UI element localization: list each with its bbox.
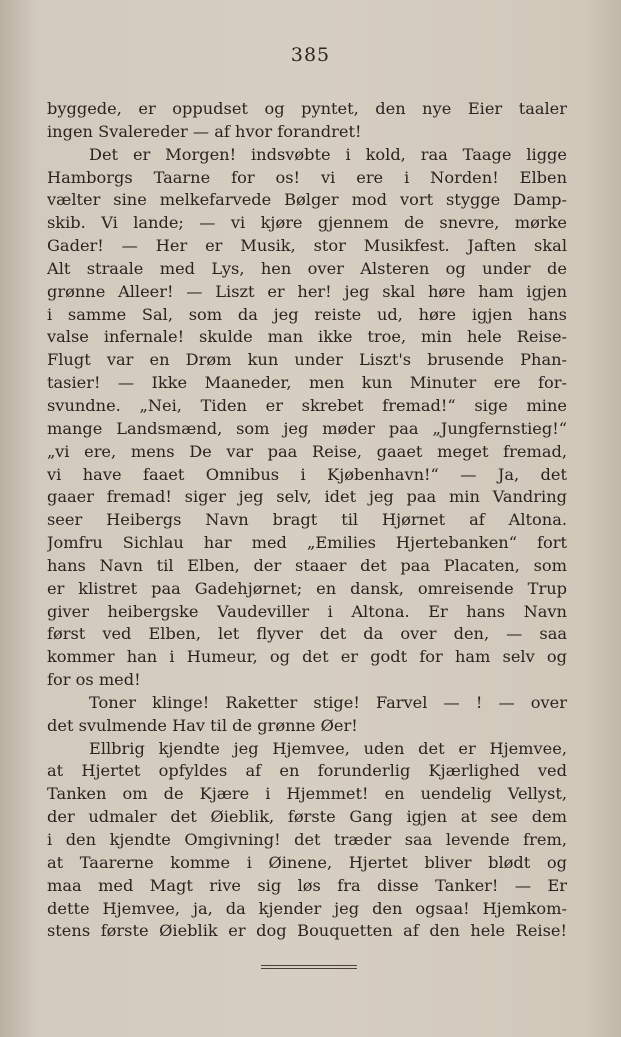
text-line: Flugt var en Drøm kun under Liszt's brusende Phan- <box>47 350 567 370</box>
text-line: Ellbrig kjendte jeg Hjemvee, uden det er Hjemvee, <box>89 738 567 758</box>
text-line: giver heibergske Vaudeviller i Altona. Er hans Navn <box>47 601 567 621</box>
text-line: for os med! <box>47 670 141 690</box>
text-line: ingen Svalereder — af hvor forandret! <box>47 121 362 141</box>
text-line: Det er Morgen! indsvøbte i kold, raa Taage ligge <box>89 144 567 164</box>
text-line: der udmaler det Øieblik, første Gang igjen at see dem <box>47 807 567 827</box>
text-line: tasier! — Ikke Maaneder, men kun Minuter ere for- <box>47 373 567 393</box>
text-line: gaaer fremad! siger jeg selv, idet jeg paa min Vandring <box>47 487 567 507</box>
text-line: Tanken om de Kjære i Hjemmet! en uendelig Vellyst, <box>47 784 567 804</box>
text-line: svundne. „Nei, Tiden er skrebet fremad!“ sige mine <box>47 395 567 415</box>
text-line: hans Navn til Elben, der staaer det paa Placaten, som <box>47 555 567 575</box>
text-line: maa med Magt rive sig løs fra disse Tanker! — Er <box>47 875 567 895</box>
text-line: mange Landsmænd, som jeg møder paa „Jungfernstieg!“ <box>47 418 567 438</box>
text-line: er klistret paa Gadehjørnet; en dansk, omreisende Trup <box>47 578 567 598</box>
text-line: Hamborgs Taarne for os! vi ere i Norden! Elben <box>47 167 567 187</box>
text-line: grønne Alleer! — Liszt er her! jeg skal høre ham igjen <box>47 281 567 301</box>
page-number: 385 <box>290 44 331 66</box>
text-line: kommer han i Humeur, og det er godt for ham selv og <box>47 647 567 667</box>
text-line: vælter sine melkefarvede Bølger mod vort styggе Damp- <box>47 190 567 210</box>
text-line: først ved Elben, let flyver det da over den, — saa <box>47 624 567 644</box>
text-line: i samme Sal, som da jeg reiste ud, høre igjen hans <box>47 304 567 324</box>
text-line: byggede, er oppudset og pyntet, den nye Eier taaler <box>47 99 567 118</box>
end-rule <box>261 965 357 969</box>
text-line: skib. Vi lande; — vi kjøre gjennem de snevre, mørke <box>47 213 567 233</box>
text-line: i den kjendte Omgivning! det træder saa levende frem, <box>47 830 567 849</box>
body-text <box>47 98 567 943</box>
text-line: Jomfru Sichlau har med „Emilies Hjertebanken“ fort <box>47 533 567 553</box>
text-line: vi have faaet Omnibus i Kjøbenhavn!“ — Ja, det <box>47 464 567 484</box>
text-line: dette Hjemvee, ja, da kjender jeg den ogsaa! Hjemkom- <box>47 898 567 918</box>
text-line: at Taarerne komme i Øinene, Hjertet bliver blødt og <box>47 852 567 872</box>
text-line: Toner klinge! Raketter stige! Farvel — ! — over <box>89 692 567 712</box>
text-line: stens første Øieblik er dog Bouquetten af den hele Reise! <box>47 921 567 941</box>
text-line: seer Heibergs Navn bragt til Hjørnet af Altona. <box>47 510 567 530</box>
text-line: „vi ere, mens De var paa Reise, gaaet meget fremad, <box>47 441 567 461</box>
text-line: valse infernale! skulde man ikke troe, min hele Reise- <box>47 327 567 347</box>
text-line: at Hjertet opfyldes af en forunderlig Kjærlighed ved <box>47 761 567 781</box>
text-line: Alt straale med Lys, hen over Alsteren og under de <box>47 258 567 278</box>
text-line: Gader! — Her er Musik, stor Musikfest. Jaften skal <box>47 236 567 256</box>
text-line: det svulmende Hav til de grønne Øer! <box>47 715 358 735</box>
